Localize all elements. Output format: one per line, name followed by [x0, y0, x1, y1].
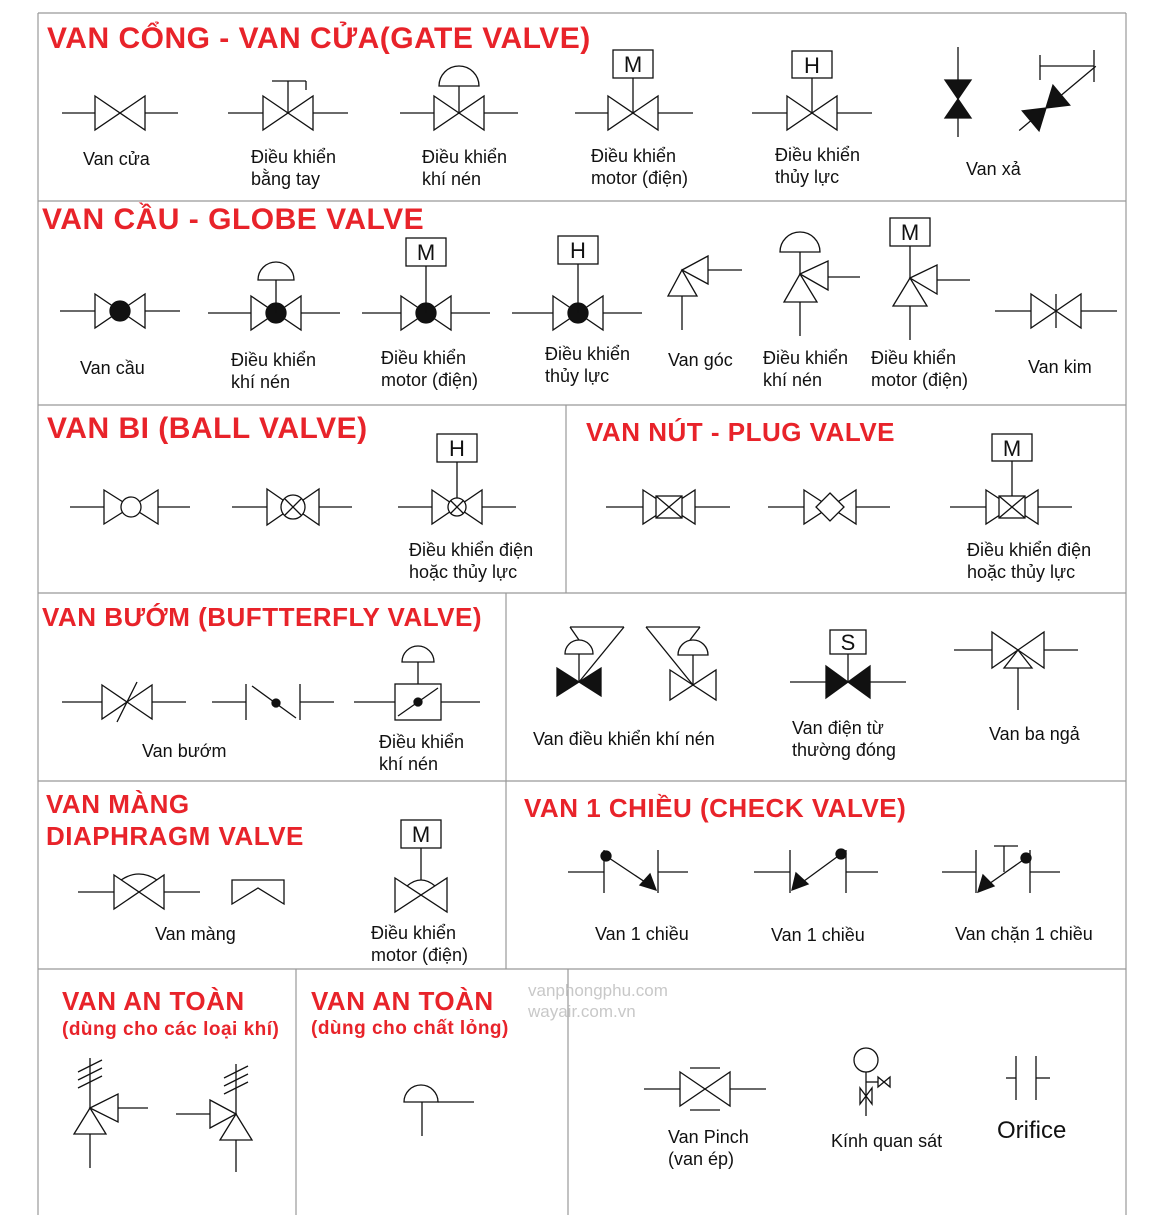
butterfly-valve-disc-symbol	[212, 684, 334, 720]
safety-valve-liquid-symbol	[404, 1085, 474, 1136]
symbol-label: Điều khiển motor (điện)	[591, 146, 689, 188]
angle-valve-symbol	[668, 256, 742, 330]
symbol-label: Van chặn 1 chiều	[955, 924, 1093, 944]
drain-valve-angled-symbol	[1011, 50, 1104, 140]
pneumatic-control-valve-left-symbol	[557, 627, 624, 696]
butterfly-valve-title: VAN BƯỚM (BUFTTERFLY VALVE)	[42, 602, 483, 632]
symbol-label: Điều khiển motor (điện)	[871, 348, 969, 390]
symbol-label: Van ba ngả	[989, 724, 1080, 744]
actuator-letter: M	[623, 52, 643, 77]
actuator-letter: M	[900, 220, 920, 245]
stop-check-valve-symbol	[942, 846, 1060, 893]
symbol-label: Van điều khiển khí nén	[533, 729, 715, 749]
actuator-letter: M	[1002, 436, 1022, 461]
needle-valve-symbol	[995, 294, 1117, 328]
globe-valve-symbol	[60, 294, 180, 328]
plug-valve-symbol	[606, 490, 730, 524]
symbol-label: Van góc	[668, 350, 733, 370]
symbol-label: Điều khiển khí nén	[763, 348, 849, 390]
symbol-label: Điều khiển điện hoặc thủy lực	[967, 540, 1092, 582]
symbol-label: Van 1 chiều	[771, 925, 865, 945]
symbol-label: Van cầu	[80, 358, 145, 378]
ball-valve-full-bore-symbol	[232, 489, 352, 525]
symbol-label: Van màng	[155, 924, 236, 944]
diaphragm-valve-title-line1: VAN MÀNG	[46, 789, 190, 819]
actuator-letter: H	[804, 53, 820, 78]
angle-valve-pneumatic-symbol	[780, 232, 860, 336]
symbol-label: Van 1 chiều	[595, 924, 689, 944]
symbol-label: Điều khiển khí nén	[231, 350, 317, 392]
symbol-label: Điều khiển thủy lực	[775, 145, 861, 187]
symbol-label: Van kim	[1028, 357, 1092, 377]
check-valve-reverse-symbol	[754, 849, 878, 893]
globe-valve-title: VAN CẦU - GLOBE VALVE	[42, 203, 425, 236]
symbol-label: Van Pinch (van ép)	[668, 1127, 749, 1169]
safety-valve-gas-alt-symbol	[176, 1064, 252, 1172]
symbol-label: Kính quan sát	[831, 1131, 943, 1151]
symbol-label: Điều khiển điện hoặc thủy lực	[409, 540, 534, 582]
safety-valve-liquid-title: VAN AN TOÀN	[311, 986, 494, 1016]
sight-glass-symbol	[854, 1048, 890, 1116]
symbol-label: Điều khiển motor (điện)	[381, 348, 479, 390]
butterfly-valve-pneumatic-symbol	[354, 646, 480, 720]
watermark-text: wayair.com.vn	[528, 1002, 636, 1021]
symbol-label: Điều khiển bằng tay	[251, 147, 337, 189]
diaphragm-valve-alt-symbol	[232, 880, 284, 904]
pinch-valve-symbol	[644, 1068, 766, 1110]
butterfly-valve-symbol	[62, 682, 186, 722]
actuator-letter: H	[449, 436, 465, 461]
actuator-letter: M	[411, 822, 431, 847]
plug-valve-title: VAN NÚT - PLUG VALVE	[586, 417, 895, 447]
diaphragm-valve-title-line2: DIAPHRAGM VALVE	[46, 821, 304, 851]
gate-valve-pneumatic-symbol	[400, 66, 518, 130]
check-valve-symbol	[568, 850, 688, 893]
drain-valve-symbol	[945, 47, 971, 137]
symbol-label: Điều khiển motor (điện)	[371, 923, 469, 965]
gate-valve-symbol	[62, 96, 178, 130]
pneumatic-control-valve-right-symbol	[646, 627, 716, 700]
symbol-label: Van xả	[966, 159, 1021, 179]
gate-valve-manual-symbol	[228, 81, 348, 130]
ball-valve-symbol	[70, 490, 190, 524]
gate-valve-title: VAN CỔNG - VAN CỬA(GATE VALVE)	[47, 22, 591, 55]
safety-valve-gas-subtitle: (dùng cho các loại khí)	[62, 1019, 280, 1040]
three-way-valve-symbol	[954, 632, 1078, 710]
ball-valve-title: VAN BI (BALL VALVE)	[47, 412, 368, 445]
symbol-label: Điều khiển thủy lực	[545, 344, 631, 386]
plug-valve-alt-symbol	[768, 490, 890, 524]
symbol-label: Van cửa	[83, 149, 150, 169]
symbol-label: Van điện từ thường đóng	[792, 718, 896, 760]
diaphragm-valve-symbol	[78, 874, 200, 909]
actuator-letter: S	[840, 630, 856, 655]
globe-valve-pneumatic-symbol	[208, 262, 340, 330]
symbol-label: Van bướm	[142, 741, 227, 761]
safety-valve-liquid-subtitle: (dùng cho chất lỏng)	[311, 1018, 509, 1039]
actuator-letter: H	[570, 238, 586, 263]
actuator-letter: M	[416, 240, 436, 265]
safety-valve-gas-title: VAN AN TOÀN	[62, 986, 245, 1016]
watermark-text: vanphongphu.com	[528, 981, 668, 1000]
safety-valve-gas-symbol	[74, 1058, 148, 1168]
symbol-label: Điều khiển khí nén	[379, 732, 465, 774]
symbol-label: Điều khiển khí nén	[422, 147, 508, 189]
symbol-label: Orifice	[997, 1117, 1067, 1144]
orifice-symbol	[1006, 1056, 1050, 1100]
check-valve-title: VAN 1 CHIỀU (CHECK VALVE)	[524, 793, 907, 823]
